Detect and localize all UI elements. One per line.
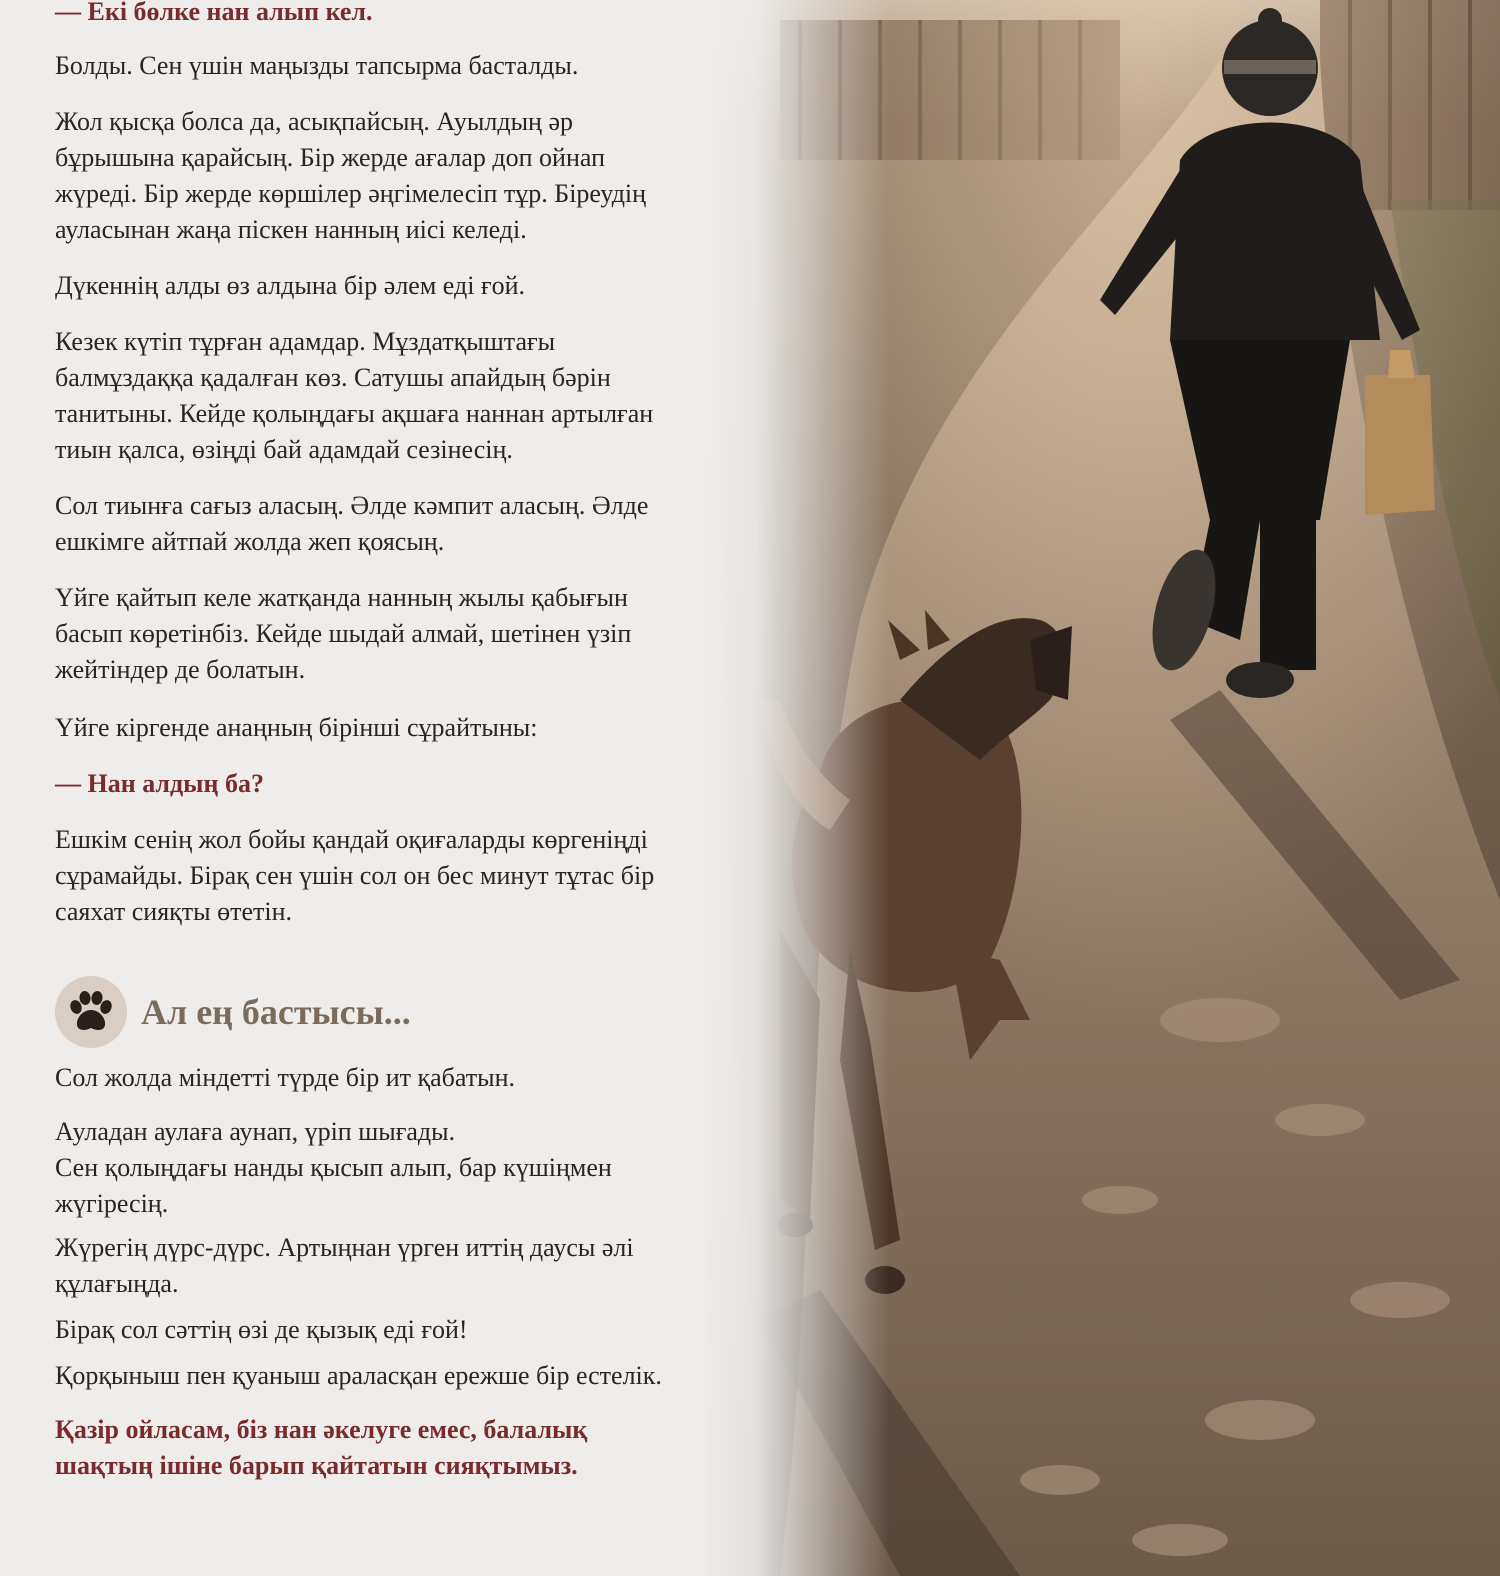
paragraph-line: тиын қалса, өзіңді бай адамдай сезінесің.: [55, 435, 513, 464]
section-paragraph-3: [55, 1230, 735, 1302]
paragraph-line: ауласынан жаңа піскен нанның иісі келеді.: [55, 215, 527, 244]
paragraph-2: [55, 104, 735, 248]
paragraph-3: Дүкеннің алды өз алдына бір әлем еді ғой.: [55, 271, 526, 300]
paragraph-line: Кезек күтіп тұрған адамдар. Мұздатқыштағы: [55, 327, 556, 356]
section-paragraph-1: Сол жолда міндетті түрде бір ит қабатын.: [55, 1063, 516, 1092]
paragraph-line: танитыны. Кейде қолыңдағы ақшаға наннан артылған: [55, 399, 654, 428]
paragraph-5: [55, 488, 735, 560]
closing-line: шақтың ішіне барып қайтатын сияқтымыз.: [55, 1451, 578, 1480]
paragraph-6: [55, 580, 735, 688]
paragraph-line: ешкімге айтпай жолда жеп қоясың.: [55, 527, 445, 556]
paragraph-line: Жүрегің дүрс-дүрс. Артыңнан үрген иттің даусы әлі: [55, 1233, 634, 1262]
paragraph-line: жүреді. Бір жерде көршілер әңгімелесіп тұр. Біреудің: [55, 179, 647, 208]
paragraph-line: құлағыңда.: [55, 1269, 179, 1298]
paragraph-line: балмұздаққа қадалған көз. Сатушы апайдың бәрін: [55, 363, 611, 392]
paragraph-4: [55, 324, 735, 468]
paragraph-7: Үйге кіргенде анаңның бірінші сұрайтыны:: [55, 713, 538, 742]
paragraph-line: Сол тиынға сағыз аласың. Әлде кәмпит аласың. Әлде: [55, 491, 649, 520]
paragraph-1: Болды. Сен үшін маңызды тапсырма басталды.: [55, 51, 579, 80]
paragraph-line: сұрамайды. Бірақ сен үшін сол он бес минут тұтас бір: [55, 861, 655, 890]
paragraph-line: басып көретінбіз. Кейде шыдай алмай, шетінен үзіп: [55, 619, 632, 648]
section-heading: [55, 976, 411, 1048]
paragraph-line: Ешкім сенің жол бойы қандай оқиғаларды көргеніңді: [55, 825, 648, 854]
section-paragraph-2: [55, 1114, 735, 1222]
paragraph-line: Үйге қайтып келе жатқанда нанның жылы қабығын: [55, 583, 628, 612]
paw-icon: [55, 976, 127, 1048]
section-paragraph-4: Бірақ сол сәттің өзі де қызық еді ғой!: [55, 1315, 468, 1344]
paw-icon-svg: [68, 991, 114, 1033]
paragraph-line: саяхат сияқты өтетін.: [55, 897, 293, 926]
closing-statement: [55, 1412, 735, 1484]
paragraph-line: жейтіндер де болатын.: [55, 655, 306, 684]
paragraph-line: Жол қысқа болса да, асықпайсың. Ауылдың әр: [55, 107, 573, 136]
mid-quote: — Нан алдың ба?: [55, 769, 264, 798]
paragraph-line: Ауладан аулаға аунап, үріп шығады.: [55, 1117, 456, 1146]
paragraph-line: бұрышына қарайсың. Бір жерде ағалар доп ойнап: [55, 143, 605, 172]
closing-line: Қазір ойласам, біз нан әкелуге емес, балалық: [55, 1415, 588, 1444]
section-title: Ал ең бастысы...: [141, 992, 411, 1032]
section-paragraph-5: Қорқыныш пен қуаныш араласқан ережше бір естелік.: [55, 1361, 662, 1390]
paragraph-8: [55, 822, 735, 930]
paragraph-line: жүгіресің.: [55, 1189, 169, 1218]
top-quote: — Екі бөлке нан алып кел.: [55, 0, 373, 26]
paragraph-line: Сен қолыңдағы нанды қысып алып, бар күшіңмен: [55, 1153, 612, 1182]
